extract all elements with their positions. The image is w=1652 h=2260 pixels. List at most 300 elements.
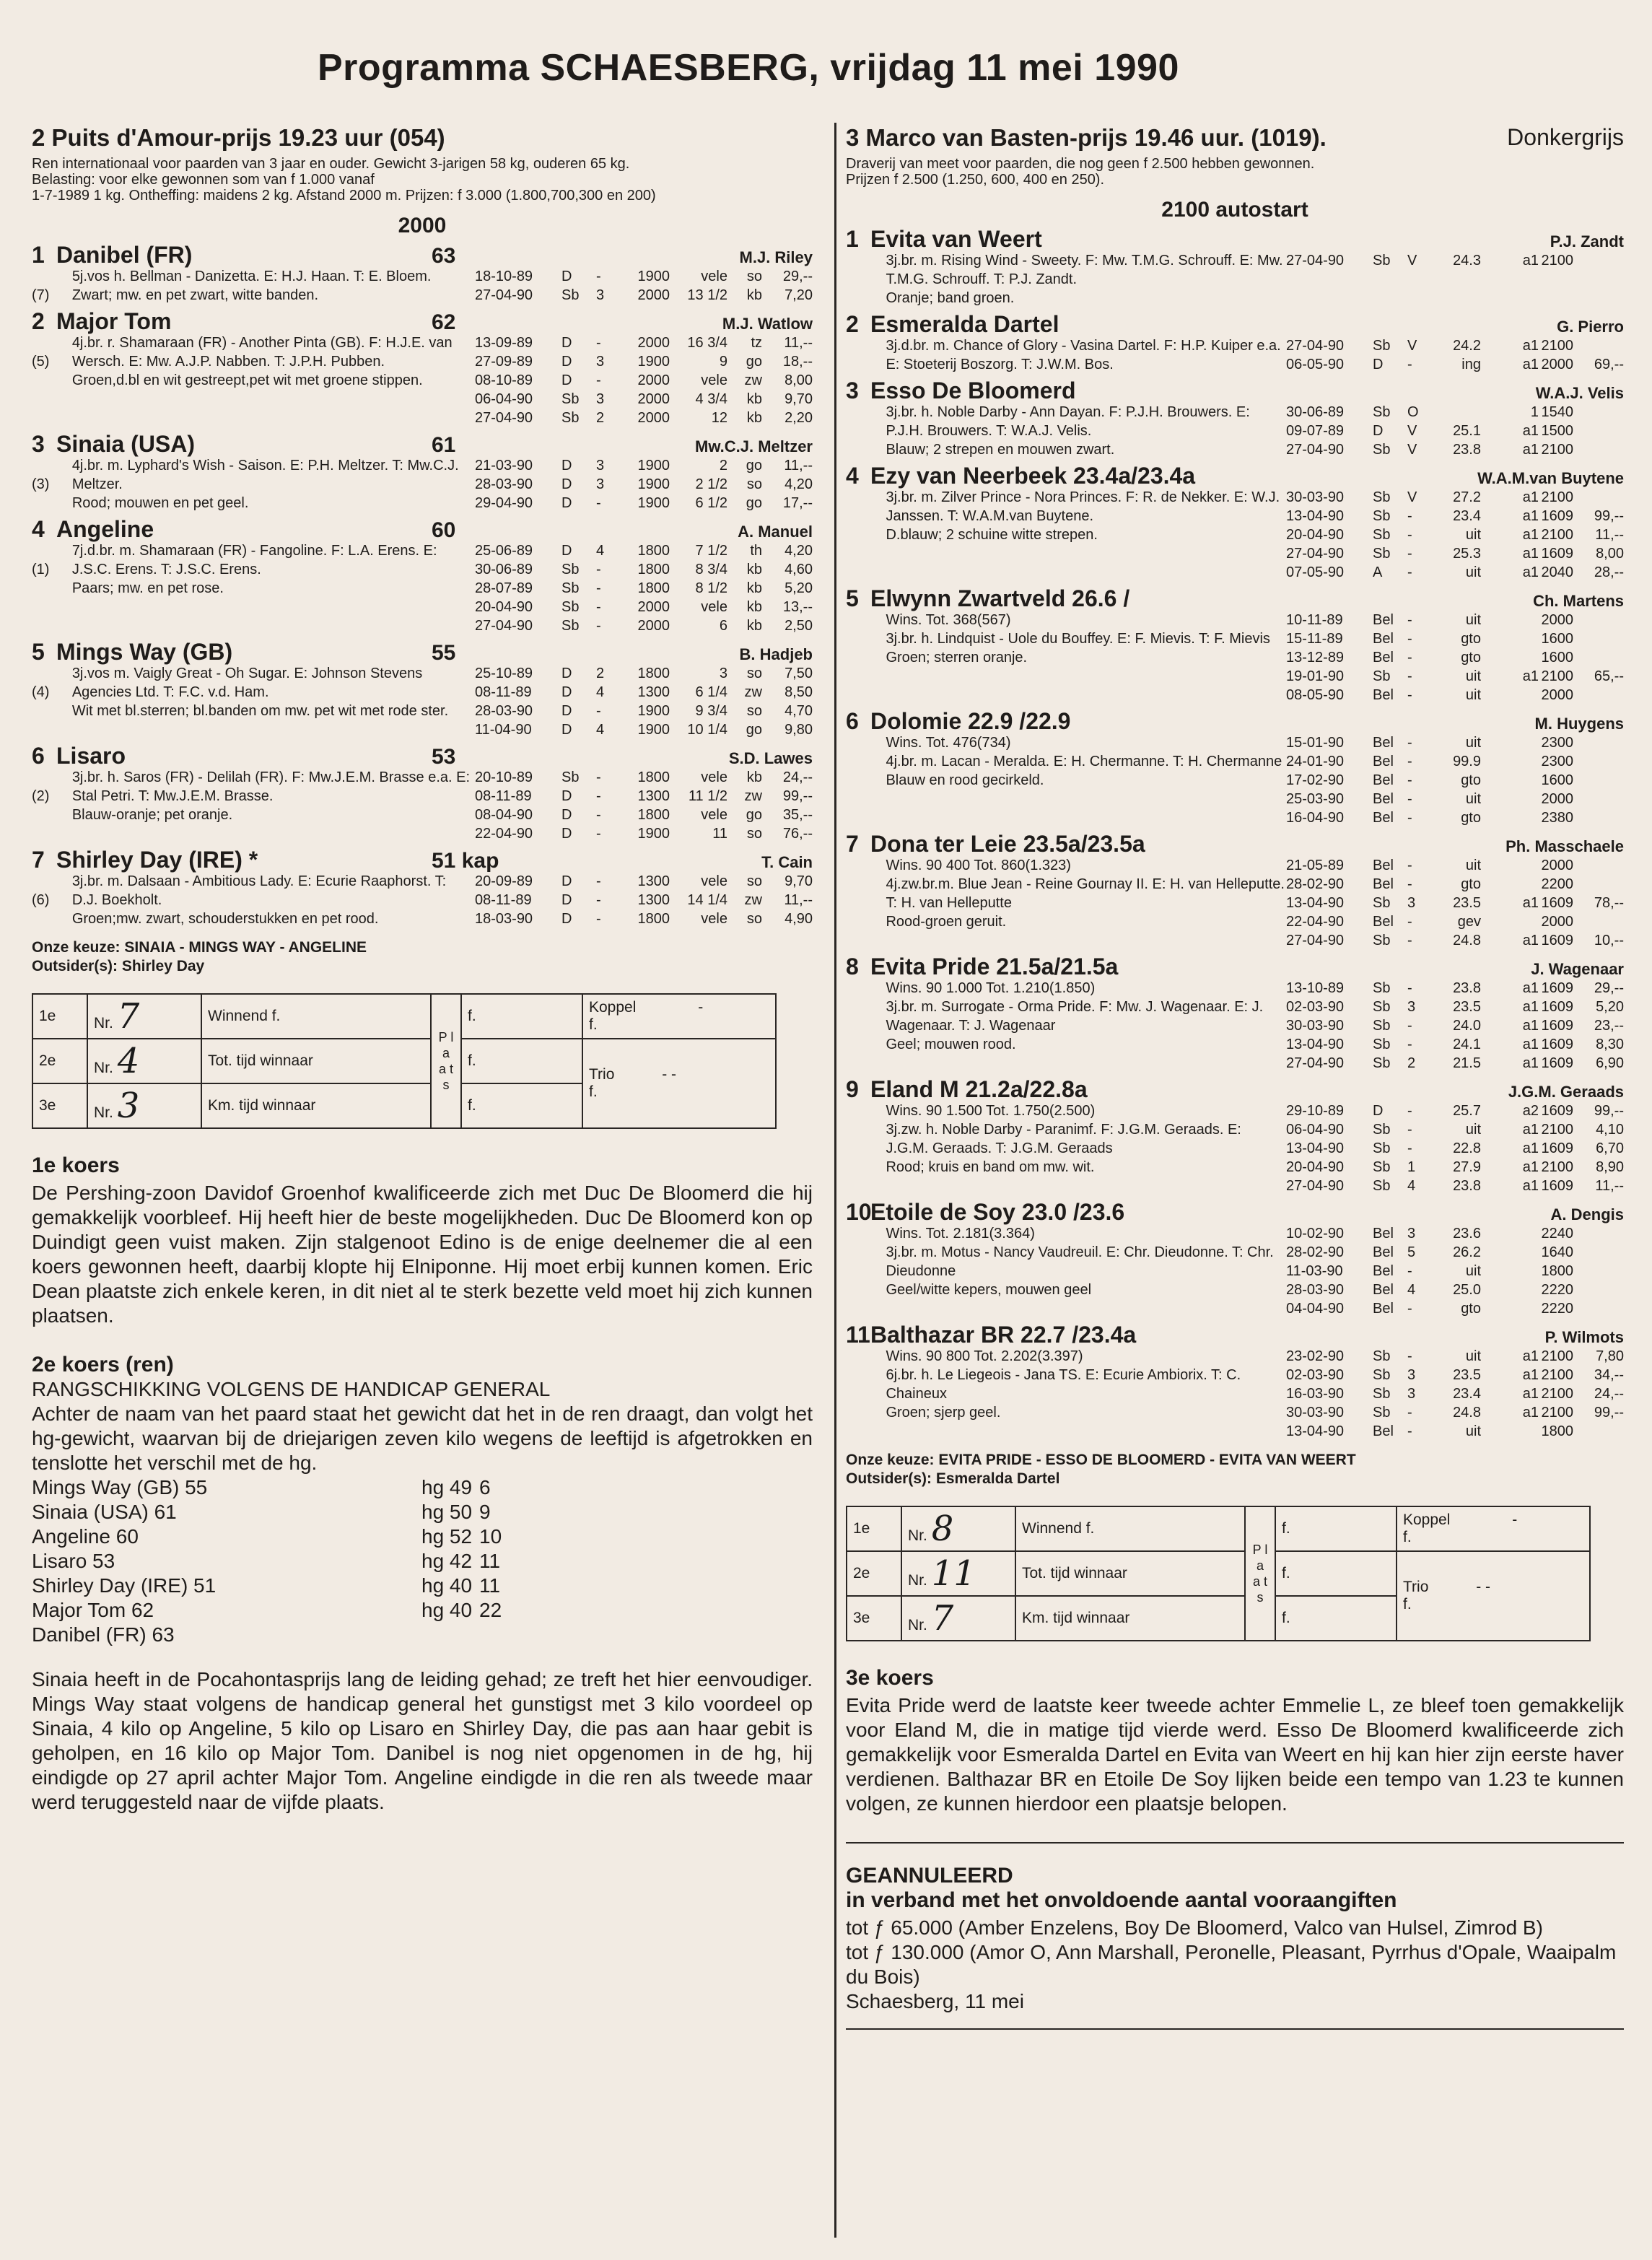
performance-cell: - bbox=[1407, 1263, 1412, 1279]
performance-cell: 2100 bbox=[1541, 1405, 1573, 1421]
performance-cell: 9,70 bbox=[785, 391, 813, 407]
handicap-diff: 6 bbox=[479, 1476, 491, 1498]
horse-header bbox=[846, 954, 1624, 980]
horse-weight: 53 bbox=[432, 745, 456, 769]
performance-cell bbox=[1573, 488, 1624, 507]
performance-cell: gto bbox=[1461, 772, 1481, 788]
performance-cell: 9 3/4 bbox=[695, 703, 727, 719]
bet-f: f. bbox=[461, 994, 582, 1039]
performance-cell: Sb bbox=[561, 562, 580, 577]
performance-cell: 30-03-90 bbox=[1286, 1018, 1345, 1034]
performance-cell bbox=[1573, 1262, 1624, 1280]
performance-cell: - bbox=[1407, 858, 1412, 873]
horse-name: Eland M 21.2a/22.8a bbox=[870, 1076, 1088, 1102]
performance-cell: Sb bbox=[1373, 1178, 1391, 1194]
performance-cell: Sb bbox=[561, 580, 580, 596]
performance-cell bbox=[1481, 686, 1539, 704]
horse-body bbox=[846, 856, 1624, 950]
performance-cell: D bbox=[561, 892, 572, 908]
performance-cell: 2300 bbox=[1541, 754, 1573, 769]
performance-cell: 2100 bbox=[1541, 1386, 1573, 1402]
performance-cell: 24,-- bbox=[1594, 1386, 1624, 1402]
performance-cell: 4 bbox=[596, 684, 605, 700]
performance-cell: Bel bbox=[1373, 858, 1394, 873]
performance-cell: - bbox=[1407, 1405, 1412, 1421]
performance-cell: D bbox=[561, 269, 572, 284]
performance-cell: a1 bbox=[1522, 1348, 1539, 1364]
bet-f: f. bbox=[461, 1083, 582, 1128]
performance-cell: 4,60 bbox=[785, 562, 813, 577]
performance-cell: Bel bbox=[1373, 650, 1394, 666]
performance-cell: Bel bbox=[1373, 1226, 1394, 1242]
performance-row bbox=[1286, 507, 1624, 525]
performance-cell: Sb bbox=[1373, 527, 1391, 543]
performance-cell: 99,-- bbox=[1594, 508, 1624, 524]
performance-cell: 3 bbox=[596, 476, 605, 492]
race2-distance: 2000 bbox=[398, 214, 447, 237]
performance-cell: kb bbox=[746, 410, 762, 426]
horse-body bbox=[32, 267, 813, 305]
performance-cell: 5,20 bbox=[785, 580, 813, 596]
performance-cell: - bbox=[1407, 933, 1412, 948]
performance-cell: 27-04-90 bbox=[1286, 546, 1345, 562]
handicap-horse: Mings Way (GB) 55 bbox=[32, 1476, 208, 1498]
performance-table bbox=[1286, 403, 1624, 459]
performance-cell: 08-11-89 bbox=[475, 684, 532, 700]
performance-cell: D bbox=[561, 807, 572, 823]
performance-cell: Sb bbox=[1373, 1055, 1391, 1071]
jockey-name: P. Wilmots bbox=[1544, 1328, 1624, 1346]
performance-cell: 3 bbox=[596, 458, 605, 474]
performance-cell bbox=[1481, 1280, 1539, 1299]
performance-cell: 2 bbox=[719, 458, 727, 474]
performance-cell bbox=[1573, 752, 1624, 771]
performance-cell: O bbox=[1407, 404, 1419, 420]
performance-cell: - bbox=[1407, 1301, 1412, 1317]
performance-row bbox=[475, 541, 813, 560]
performance-cell: Bel bbox=[1373, 631, 1394, 647]
performance-cell: - bbox=[596, 911, 601, 927]
performance-cell: 07-05-90 bbox=[1286, 564, 1345, 580]
handicap-diff bbox=[479, 1623, 523, 1647]
performance-cell: a1 bbox=[1522, 1055, 1539, 1071]
performance-cell: zw bbox=[744, 684, 762, 700]
handicap-weight: hg 40 bbox=[421, 1599, 473, 1621]
race2-commentary-text: Sinaia heeft in de Pocahontasprijs lang de leiding gehad; ze treft het hier eenvoudiger. Mings Way staat volgens de handicap general het gunstigst met 3 kilo voordeel op Sinaia, 4 kilo op Angeline, 5 kilo op Lisaro en Shirley Day, die pas aan haar gebit is geholpen, en 16 kilo op Major Tom. Danibel is nog niet opgenomen in de hg, hij eindigde op 27 april achter Major Tom. Angeline eindigde in die ren als tweede maar werd teruggesteld naar de vijfde plaats. bbox=[32, 1668, 813, 1813]
bet-label: Winnend f. bbox=[201, 994, 431, 1039]
performance-cell: a1 bbox=[1522, 508, 1539, 524]
performance-table bbox=[475, 267, 813, 305]
performance-cell: 28-03-90 bbox=[1286, 1282, 1345, 1298]
performance-cell: 4,20 bbox=[785, 476, 813, 492]
performance-cell: - bbox=[1407, 876, 1412, 892]
performance-cell: 1300 bbox=[637, 892, 670, 908]
horse-description: 4j.br. r. Shamaraan (FR) - Another Pinta (GB). F: H.J.E. van Wersch. E: Mw. A.J.P. Nabben. T: J.P.H. Pubben. Groen,d.bl en wit gestreept,pet wit met groene stippen. bbox=[71, 335, 453, 388]
performance-cell: 13-04-90 bbox=[1286, 895, 1345, 911]
horse-name: Ezy van Neerbeek 23.4a/23.4a bbox=[870, 463, 1196, 489]
performance-cell bbox=[1481, 1243, 1539, 1262]
performance-cell: 1609 bbox=[1541, 1140, 1573, 1156]
performance-cell: 1540 bbox=[1541, 404, 1573, 420]
performance-cell: kb bbox=[746, 287, 762, 303]
performance-row bbox=[475, 456, 813, 475]
horse-body bbox=[846, 251, 1624, 307]
horse-name: Dona ter Leie 23.5a/23.5a bbox=[870, 831, 1145, 857]
performance-cell: a2 bbox=[1522, 1103, 1539, 1119]
performance-cell: 1800 bbox=[637, 807, 670, 823]
race3-commentary-text: Evita Pride werd de laatste keer tweede achter Emmelie L, ze bleef toen gemakkelijk voor Eland M, die in matige tijd vierde werd. Esso De Bloomerd kwalificeerde zich gemakkelijk voor Esmeralda Dartel en Evita van Weert en hij kan hier zijn eerste haver verdienen. Balthazar BR en Etoile De Soy lijken beide een tempo van 1.23 te kunnen volgen, ze kunnen hierdoor een plaatsje belopen. bbox=[846, 1694, 1624, 1815]
performance-cell: 23.4 bbox=[1453, 1386, 1481, 1402]
performance-cell: 9 bbox=[719, 354, 727, 370]
performance-cell: uit bbox=[1465, 527, 1481, 543]
performance-cell bbox=[1573, 686, 1624, 704]
performance-row bbox=[1286, 894, 1624, 912]
performance-cell: Sb bbox=[561, 769, 580, 785]
horse-weight: 62 bbox=[432, 310, 456, 334]
race3-outsider: Outsider(s): Esmeralda Dartel bbox=[846, 1470, 1060, 1487]
performance-cell: gto bbox=[1461, 876, 1481, 892]
horse-description: Wins. 90 1.500 Tot. 1.750(2.500) 3j.zw. h. Noble Darby - Paranimf. F: J.G.M. Geraads. E: J.G.M. Geraads. T: J.G.M. Geraads Rood; kruis en band om mw. wit. bbox=[886, 1103, 1241, 1175]
horse-header bbox=[32, 639, 813, 665]
performance-cell: uit bbox=[1465, 791, 1481, 807]
performance-cell: 21.5 bbox=[1453, 1055, 1481, 1071]
start-position: (3) bbox=[32, 476, 50, 492]
performance-cell: vele bbox=[701, 807, 727, 823]
performance-cell: a1 bbox=[1522, 442, 1539, 458]
handwritten-number: 3 bbox=[117, 1086, 140, 1126]
performance-cell: - bbox=[596, 580, 601, 596]
performance-cell: 2 bbox=[1407, 1055, 1416, 1071]
horse-header bbox=[32, 743, 813, 769]
performance-table bbox=[1286, 611, 1624, 704]
performance-cell: Sb bbox=[561, 599, 580, 615]
horse-name: Elwynn Zwartveld 26.6 / bbox=[870, 585, 1130, 611]
performance-cell: - bbox=[596, 788, 601, 804]
performance-row bbox=[475, 286, 813, 305]
left-column bbox=[32, 124, 813, 1815]
performance-cell: - bbox=[1407, 612, 1412, 628]
performance-cell bbox=[1481, 648, 1539, 667]
performance-cell: 22.8 bbox=[1453, 1140, 1481, 1156]
performance-cell: go bbox=[746, 807, 762, 823]
performance-cell bbox=[1573, 808, 1624, 827]
performance-cell: th bbox=[750, 543, 762, 559]
performance-cell: 2300 bbox=[1541, 735, 1573, 751]
performance-cell: 2000 bbox=[637, 372, 670, 388]
performance-cell: 3 bbox=[596, 354, 605, 370]
horse-name: Mings Way (GB) bbox=[56, 639, 233, 665]
performance-table bbox=[1286, 336, 1624, 374]
right-column bbox=[846, 124, 1624, 2050]
performance-cell: a1 bbox=[1522, 1018, 1539, 1034]
horse-number: 1 bbox=[846, 226, 859, 252]
performance-cell: 7,80 bbox=[1596, 1348, 1624, 1364]
horse-body bbox=[846, 1101, 1624, 1195]
performance-cell: D bbox=[561, 335, 572, 351]
performance-cell: 2100 bbox=[1541, 338, 1573, 354]
handicap-diff: 22 bbox=[479, 1599, 502, 1621]
performance-table bbox=[1286, 1101, 1624, 1195]
performance-cell: 13-04-90 bbox=[1286, 508, 1345, 524]
performance-cell: - bbox=[596, 618, 601, 634]
horse-weight: 61 bbox=[432, 433, 456, 457]
performance-cell: 5 bbox=[1407, 1244, 1416, 1260]
performance-cell: 2220 bbox=[1541, 1301, 1573, 1317]
horse-body bbox=[846, 1224, 1624, 1318]
performance-row bbox=[1286, 1347, 1624, 1366]
performance-cell: a1 bbox=[1522, 933, 1539, 948]
performance-cell: - bbox=[596, 335, 601, 351]
performance-cell: gto bbox=[1461, 1301, 1481, 1317]
performance-cell bbox=[1573, 629, 1624, 648]
start-position bbox=[846, 611, 886, 704]
handicap-diff: 11 bbox=[479, 1574, 501, 1597]
performance-cell: - bbox=[1407, 1140, 1412, 1156]
horse-entry bbox=[846, 1199, 1624, 1318]
performance-cell: - bbox=[1407, 546, 1412, 562]
performance-cell: 2000 bbox=[1541, 791, 1573, 807]
performance-cell: tz bbox=[751, 335, 762, 351]
jockey-name: Ph. Masschaele bbox=[1505, 837, 1624, 855]
performance-cell: 23.8 bbox=[1453, 980, 1481, 996]
performance-cell: a1 bbox=[1522, 668, 1539, 684]
performance-cell: 1800 bbox=[637, 562, 670, 577]
bet-rank: 2e bbox=[32, 1039, 87, 1083]
performance-cell: Sb bbox=[561, 391, 580, 407]
jockey-name: Ch. Martens bbox=[1533, 592, 1624, 610]
performance-cell: - bbox=[1407, 772, 1412, 788]
performance-cell: 06-04-90 bbox=[475, 391, 533, 407]
performance-cell: 15-11-89 bbox=[1286, 631, 1343, 647]
horse-description: 3j.br. m. Zilver Prince - Nora Princes. F: R. de Nekker. E: W.J. Janssen. T: W.A.M.van Buytene. D.blauw; 2 schuine witte strepen. bbox=[886, 489, 1280, 543]
performance-cell: D bbox=[561, 703, 572, 719]
performance-cell: 28-03-90 bbox=[475, 703, 533, 719]
performance-cell: - bbox=[596, 873, 601, 889]
performance-cell: 1 bbox=[1530, 404, 1539, 420]
performance-cell: 2,50 bbox=[785, 618, 813, 634]
performance-row bbox=[475, 664, 813, 683]
handicap-diff: 9 bbox=[479, 1501, 491, 1523]
performance-cell: D bbox=[561, 543, 572, 559]
performance-cell: 28-02-90 bbox=[1286, 1244, 1345, 1260]
performance-cell: 13-04-90 bbox=[1286, 1037, 1345, 1052]
horse-number: 10 bbox=[846, 1199, 872, 1225]
performance-cell: 1800 bbox=[637, 666, 670, 681]
start-position bbox=[846, 251, 886, 307]
performance-cell: 99,-- bbox=[1594, 1405, 1624, 1421]
performance-cell: - bbox=[1407, 1037, 1412, 1052]
performance-row bbox=[1286, 667, 1624, 686]
performance-cell: D bbox=[561, 826, 572, 842]
performance-cell: a1 bbox=[1522, 1367, 1539, 1383]
race2-outsider: Outsider(s): Shirley Day bbox=[32, 958, 205, 974]
performance-table bbox=[475, 664, 813, 739]
performance-cell: Bel bbox=[1373, 914, 1394, 930]
performance-cell: 7,20 bbox=[785, 287, 813, 303]
bet-plaats: P l a a t s bbox=[1245, 1506, 1275, 1641]
performance-cell: 29-04-90 bbox=[475, 495, 533, 511]
performance-cell: 1609 bbox=[1541, 895, 1573, 911]
performance-cell: 3 bbox=[719, 666, 727, 681]
performance-cell: 06-05-90 bbox=[1286, 357, 1345, 372]
performance-cell: 13-09-89 bbox=[475, 335, 533, 351]
performance-cell: uit bbox=[1465, 668, 1481, 684]
performance-cell: 11,-- bbox=[784, 458, 813, 474]
jockey-name: A. Dengis bbox=[1550, 1205, 1624, 1223]
performance-cell: 27.2 bbox=[1453, 489, 1481, 505]
performance-cell: 8,50 bbox=[785, 684, 813, 700]
performance-cell: 9,70 bbox=[785, 873, 813, 889]
horse-header bbox=[846, 1076, 1624, 1102]
performance-cell: - bbox=[1407, 357, 1412, 372]
performance-cell: Sb bbox=[561, 410, 580, 426]
race3-pick: Onze keuze: EVITA PRIDE - ESSO DE BLOOMERD - EVITA VAN WEERT bbox=[846, 1452, 1356, 1468]
performance-cell: go bbox=[746, 354, 762, 370]
performance-cell: kb bbox=[746, 599, 762, 615]
performance-cell: 24.8 bbox=[1453, 933, 1481, 948]
performance-row bbox=[475, 333, 813, 352]
performance-cell: 02-03-90 bbox=[1286, 1367, 1345, 1383]
performance-cell: 25.3 bbox=[1453, 546, 1481, 562]
performance-row bbox=[475, 560, 813, 579]
performance-cell: - bbox=[1407, 1122, 1412, 1138]
handwritten-number: 8 bbox=[931, 1509, 954, 1549]
performance-cell: - bbox=[1407, 1018, 1412, 1034]
performance-cell: 1609 bbox=[1541, 1103, 1573, 1119]
performance-cell: zw bbox=[744, 892, 762, 908]
performance-cell: - bbox=[596, 807, 601, 823]
performance-cell: 7 1/2 bbox=[695, 543, 727, 559]
performance-cell: a1 bbox=[1522, 564, 1539, 580]
performance-cell bbox=[1573, 648, 1624, 667]
handicap-diff: 10 bbox=[479, 1525, 502, 1548]
start-position bbox=[846, 1347, 886, 1441]
performance-cell: 14 1/4 bbox=[687, 892, 727, 908]
performance-cell: 2000 bbox=[1541, 858, 1573, 873]
performance-row bbox=[1286, 1422, 1624, 1441]
performance-row bbox=[1286, 563, 1624, 582]
horse-name: Angeline bbox=[56, 516, 154, 542]
performance-cell: a1 bbox=[1522, 423, 1539, 439]
performance-cell: V bbox=[1407, 489, 1417, 505]
performance-cell: 30-06-89 bbox=[1286, 404, 1345, 420]
performance-cell: D bbox=[1373, 1103, 1384, 1119]
performance-row bbox=[1286, 1177, 1624, 1195]
horse-entry bbox=[846, 585, 1624, 704]
performance-cell: 3 bbox=[596, 287, 605, 303]
performance-cell bbox=[1481, 875, 1539, 894]
performance-cell: a1 bbox=[1522, 489, 1539, 505]
performance-cell: 20-09-89 bbox=[475, 873, 533, 889]
horse-description: 3j.d.br. m. Chance of Glory - Vasina Dartel. F: H.P. Kuiper e.a. E: Stoeterij Boszorg. T: J.W.M. Bos. bbox=[886, 338, 1281, 372]
performance-cell: Bel bbox=[1373, 1282, 1394, 1298]
horse-entry bbox=[846, 1322, 1624, 1441]
performance-cell: D bbox=[561, 722, 572, 738]
performance-row bbox=[1286, 856, 1624, 875]
performance-cell: 1900 bbox=[637, 826, 670, 842]
performance-cell: D bbox=[561, 873, 572, 889]
performance-cell: 3 bbox=[1407, 1367, 1416, 1383]
jockey-name: W.A.M.van Buytene bbox=[1477, 469, 1624, 487]
performance-cell: uit bbox=[1465, 1423, 1481, 1439]
performance-cell: - bbox=[1407, 527, 1412, 543]
race3-horse-list bbox=[846, 226, 1624, 1441]
performance-row bbox=[1286, 629, 1624, 648]
performance-cell: V bbox=[1407, 442, 1417, 458]
performance-cell: 02-03-90 bbox=[1286, 999, 1345, 1015]
performance-cell: 13-04-90 bbox=[1286, 1140, 1345, 1156]
handicap-horse: Major Tom 62 bbox=[32, 1599, 154, 1621]
performance-cell bbox=[1573, 336, 1624, 355]
performance-cell: 99,-- bbox=[1594, 1103, 1624, 1119]
performance-cell: 4,70 bbox=[785, 703, 813, 719]
performance-cell: 1609 bbox=[1541, 999, 1573, 1015]
performance-cell: uit bbox=[1465, 687, 1481, 703]
performance-cell: 1900 bbox=[637, 354, 670, 370]
horse-header bbox=[32, 516, 813, 542]
performance-cell: go bbox=[746, 495, 762, 511]
performance-cell: Bel bbox=[1373, 1301, 1394, 1317]
performance-row bbox=[1286, 979, 1624, 998]
performance-row bbox=[1286, 611, 1624, 629]
performance-cell: - bbox=[596, 495, 601, 511]
performance-cell: D bbox=[1373, 357, 1384, 372]
bet-koppel: Koppel - f. bbox=[582, 994, 776, 1039]
performance-cell: - bbox=[596, 599, 601, 615]
bet-label: Winnend f. bbox=[1015, 1506, 1245, 1551]
horse-header bbox=[32, 242, 813, 268]
performance-cell: 4,90 bbox=[785, 911, 813, 927]
performance-cell: so bbox=[746, 703, 762, 719]
performance-row bbox=[1286, 1403, 1624, 1422]
performance-cell: Bel bbox=[1373, 1423, 1394, 1439]
horse-entry bbox=[846, 226, 1624, 307]
performance-row bbox=[475, 872, 813, 891]
performance-cell: 25-03-90 bbox=[1286, 791, 1345, 807]
performance-cell: Sb bbox=[1373, 1018, 1391, 1034]
performance-cell bbox=[1430, 403, 1481, 422]
performance-cell: 21-05-89 bbox=[1286, 858, 1345, 873]
performance-cell bbox=[1481, 629, 1539, 648]
performance-cell: 27-04-90 bbox=[1286, 253, 1345, 269]
performance-row bbox=[1286, 422, 1624, 440]
race2-bet-slip bbox=[32, 993, 777, 1129]
performance-cell: so bbox=[746, 269, 762, 284]
performance-row bbox=[475, 390, 813, 409]
performance-cell: 35,-- bbox=[782, 807, 813, 823]
race2-pick: Onze keuze: SINAIA - MINGS WAY - ANGELINE bbox=[32, 939, 367, 956]
race1-commentary bbox=[32, 1153, 813, 1328]
performance-cell: 2000 bbox=[637, 410, 670, 426]
horse-header bbox=[32, 308, 813, 334]
start-position bbox=[846, 488, 886, 582]
horse-number: 3 bbox=[32, 431, 45, 457]
performance-table bbox=[475, 872, 813, 928]
performance-row bbox=[475, 475, 813, 494]
performance-cell: - bbox=[1407, 1423, 1412, 1439]
performance-cell: 6,70 bbox=[1596, 1140, 1624, 1156]
performance-cell: 23.8 bbox=[1453, 1178, 1481, 1194]
performance-cell: 21-03-90 bbox=[475, 458, 533, 474]
page-title: Programma SCHAESBERG, vrijdag 11 mei 1990 bbox=[318, 47, 1179, 89]
performance-cell: 24.2 bbox=[1453, 338, 1481, 354]
performance-cell: 2000 bbox=[1541, 612, 1573, 628]
horse-body bbox=[846, 403, 1624, 459]
performance-row bbox=[1286, 875, 1624, 894]
performance-cell: 11 bbox=[712, 826, 727, 842]
performance-cell: 24,-- bbox=[782, 769, 813, 785]
start-position bbox=[846, 1101, 886, 1195]
